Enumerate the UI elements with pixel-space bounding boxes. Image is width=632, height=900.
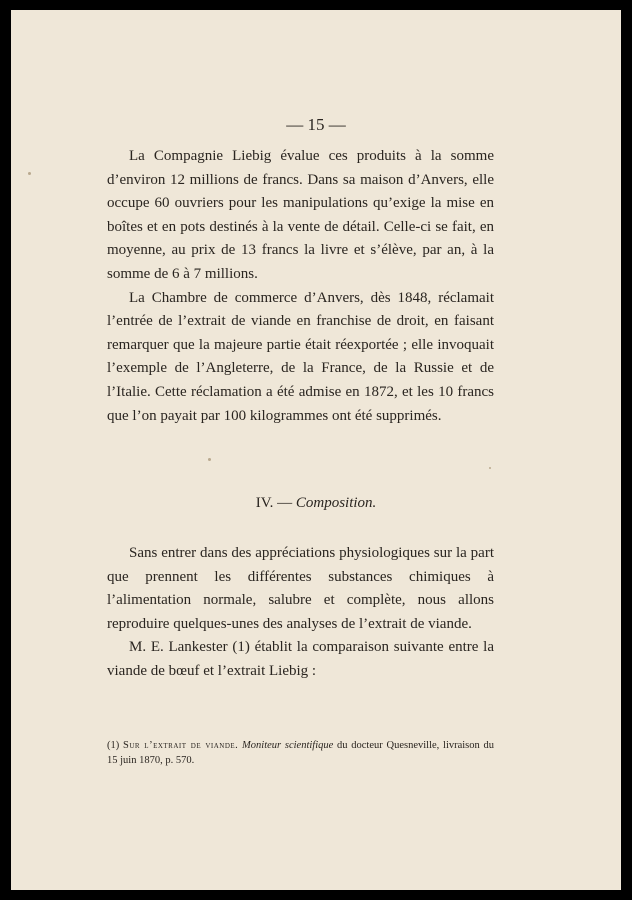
paragraph: M. E. Lankester (1) établit la comparaison suivante entre la viande de bœuf et l’extrait Liebig : <box>107 639 494 679</box>
body-text-bottom <box>107 542 494 684</box>
paragraph: La Compagnie Liebig évalue ces produits à la somme d’environ 12 millions de francs. Dans sa maison d’Anvers, elle occupe 60 ouvriers pour les manipulations qu’exige la mise en boîtes et en pots destinés à la vente de détail. Celle-ci se fait, en moyenne, au prix de 13 francs la livre et s’élève, par an, à la somme de 6 à 7 millions. <box>107 148 494 282</box>
body-text-top <box>107 145 494 428</box>
paragraph: Sans entrer dans des appréciations physiologiques sur la part que prennent les différentes substances chimiques à l’alimentation normale, salubre et complète, nous allons reproduire quelques-unes des analyses de l’extrait de viande. <box>107 545 494 632</box>
footnote <box>107 738 494 768</box>
section-numeral: IV. — <box>255 495 293 511</box>
page-number: — 15 — <box>286 115 346 134</box>
paragraph: La Chambre de commerce d’Anvers, dès 1848, réclamait l’entrée de l’extrait de viande en franchise de droit, en faisant remarquer que la majeure partie était réexportée ; elle invoquait l’exemple de l’Angleterre, de la France, de la Russie et de l’Italie. Cette réclamation a été admise en 1872, et les 10 francs que l’on payait par 100 kilogrammes ont été supprimés. <box>107 289 494 424</box>
paper-speck <box>489 467 491 469</box>
paper-speck <box>208 458 211 461</box>
footnote-title: Sur l’extrait de viande. <box>123 740 239 751</box>
footnote-journal: Moniteur scientifique <box>242 740 334 751</box>
paper-speck <box>28 172 31 175</box>
footnote-rest: du docteur Quesneville, livraison du 15 juin 1870, p. 570. <box>107 740 495 766</box>
section-heading <box>11 495 621 512</box>
footnote-marker: (1) <box>107 740 120 751</box>
book-page <box>11 10 621 890</box>
section-title: Composition. <box>295 495 377 511</box>
